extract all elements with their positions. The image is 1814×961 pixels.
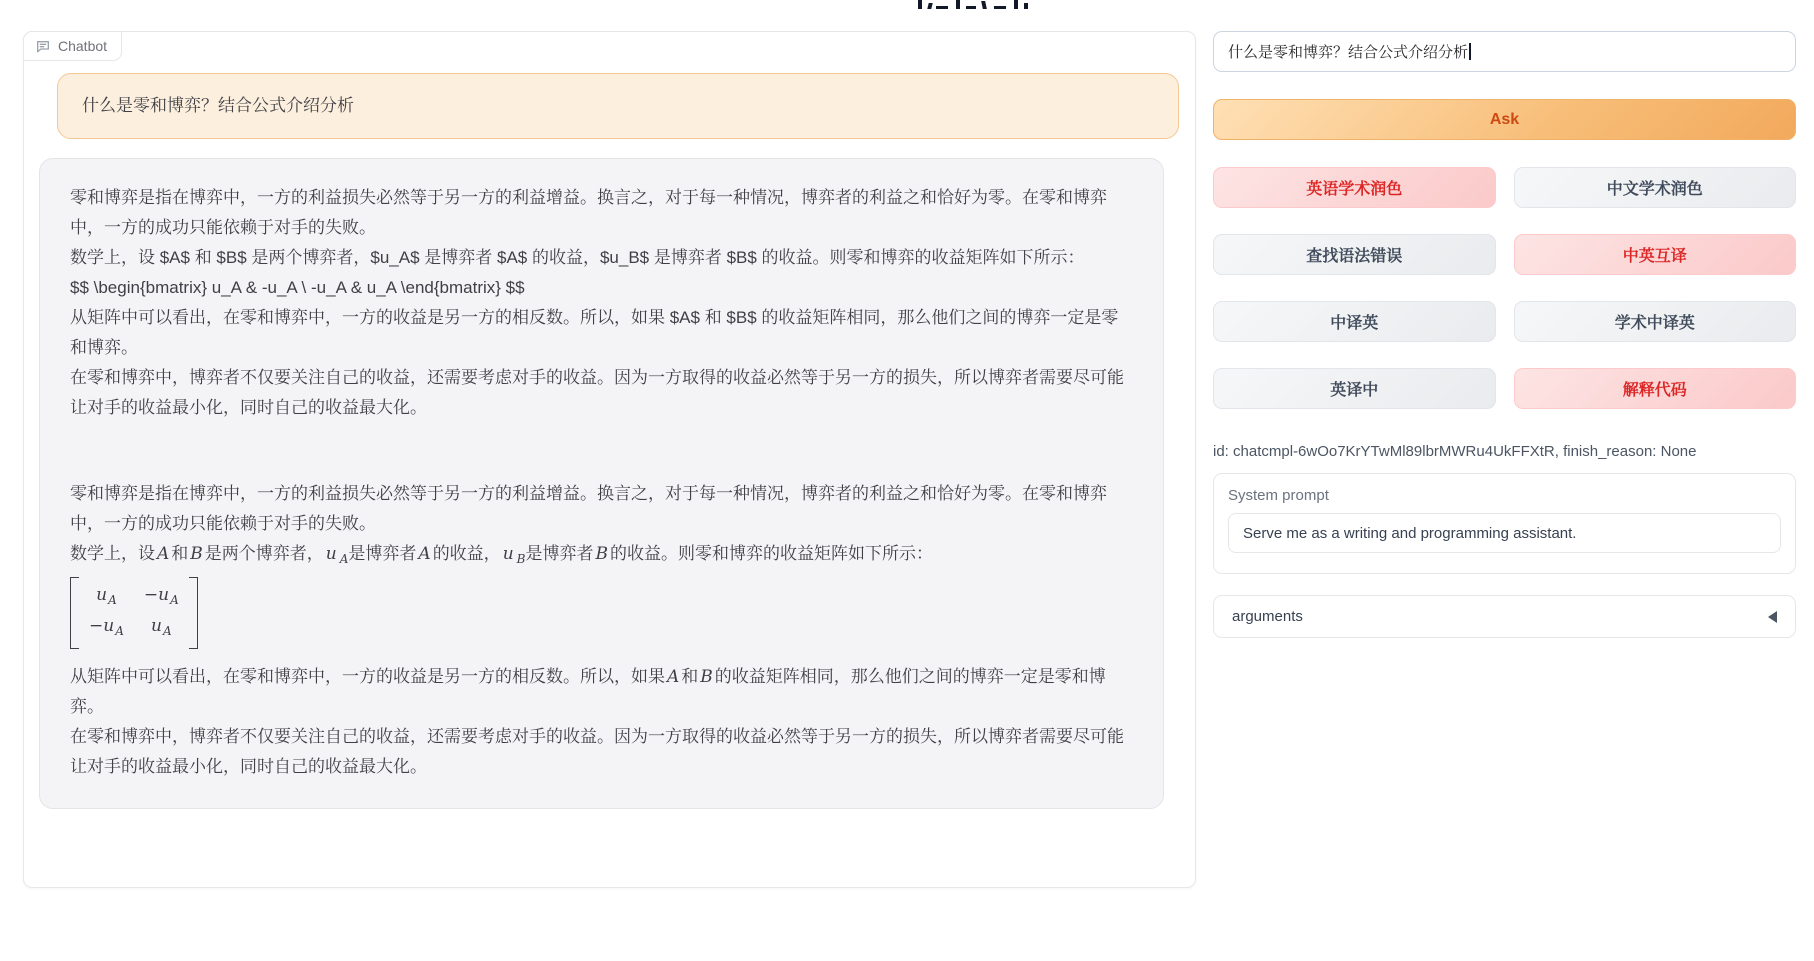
bot-raw-paragraph: 数学上，设 $A$ 和 $B$ 是两个博弈者，$u_A$ 是博弈者 $A$ 的收益，$u_B$ 是博弈者 $B$ 的收益。则零和博弈的收益矩阵如下所示： (70, 248, 1085, 267)
button-find-grammar-errors[interactable]: 查找语法错误 (1213, 234, 1496, 275)
matrix-cell: $-u_A$ (89, 616, 124, 638)
bot-rendered-paragraph: 零和博弈是指在博弈中，一方的利益损失必然等于另一方的利益增益。换言之，对于每一种情况，博弈者的利益之和恰好为零。在零和博弈中，一方的成功只能依赖于对手的失败。 (70, 484, 1107, 533)
math-subscript: A (339, 552, 349, 566)
user-message-bubble (57, 73, 1179, 139)
bot-rendered-paragraph: 在零和博弈中，博弈者不仅要关注自己的收益，还需要考虑对手的收益。因为一方取得的收益必然等于另一方的损失，所以博弈者需要尽可能让对手的收益最小化，同时自己的收益最大化。 (70, 727, 1124, 776)
math-var: B (700, 667, 713, 687)
chatbot-panel-label-text: Chatbot (58, 38, 108, 54)
question-input[interactable] (1213, 31, 1796, 72)
bot-raw-paragraph: 零和博弈是指在博弈中，一方的利益损失必然等于另一方的利益增益。换言之，对于每一种情况，博弈者的利益之和恰好为零。在零和博弈中，一方的成功只能依赖于对手的失败。 (70, 188, 1107, 237)
math-var: A (667, 667, 680, 687)
function-button-grid (1213, 167, 1796, 409)
button-explain-code[interactable]: 解释代码 (1514, 368, 1797, 409)
arguments-accordion-label: arguments (1232, 608, 1303, 625)
math-var: B (190, 544, 203, 564)
button-academic-zh-to-en[interactable]: 学术中译英 (1514, 301, 1797, 342)
system-prompt-label: System prompt (1228, 487, 1329, 504)
text-caret (1469, 43, 1471, 60)
math-var: B (595, 544, 608, 564)
bot-raw-paragraph: 从矩阵中可以看出，在零和博弈中，一方的收益是另一方的相反数。所以，如果 $A$ 和 $B$ 的收益矩阵相同，那么他们之间的博弈一定是零和博弈。 (70, 308, 1119, 357)
response-status-line: id: chatcmpl-6wOo7KrYTwMl89lbrMWRu4UkFFXtR, finish_reason: None (1213, 443, 1697, 460)
matrix-left-bracket (70, 577, 79, 649)
collapse-left-triangle-icon (1768, 611, 1777, 623)
button-zh-to-en[interactable]: 中译英 (1213, 301, 1496, 342)
bot-message-bubble (39, 158, 1164, 809)
user-message-text: 什么是零和博弈？结合公式介绍分析 (82, 96, 354, 115)
bot-rendered-paragraph: 数学上，设 A 和 B 是两个博弈者， u $_A$是博弈者 A 的收益， u $_B$是博弈者 B 的收益。则零和博弈的收益矩阵如下所示： (70, 544, 933, 566)
matrix-cell: $u_A$ (96, 585, 117, 607)
chatbot-panel-label (23, 31, 122, 61)
chat-bubble-icon (35, 38, 51, 54)
button-chinese-academic-polish[interactable]: 中文学术润色 (1514, 167, 1797, 208)
system-prompt-value: Serve me as a writing and programming assistant. (1243, 524, 1577, 542)
matrix-right-bracket (189, 577, 198, 649)
controls-panel (1213, 31, 1796, 638)
arguments-accordion-header[interactable] (1213, 595, 1796, 638)
payoff-matrix (70, 577, 1133, 659)
chatbot-panel (23, 31, 1196, 888)
button-english-academic-polish[interactable]: 英语学术润色 (1213, 167, 1496, 208)
cropped-heading-fragment (918, 0, 1038, 9)
system-prompt-group (1213, 473, 1796, 574)
math-var: A (157, 544, 170, 564)
ask-button[interactable]: Ask (1213, 99, 1796, 140)
math-var: u (325, 544, 337, 564)
system-prompt-input[interactable] (1228, 513, 1781, 553)
math-var: A (418, 544, 431, 564)
matrix-cell: $u_A$ (151, 616, 172, 638)
button-en-to-zh[interactable]: 英译中 (1213, 368, 1496, 409)
bot-rendered-paragraph: 从矩阵中可以看出，在零和博弈中，一方的收益是另一方的相反数。所以，如果 A 和 B 的收益矩阵相同，那么他们之间的博弈一定是零和博弈。 (70, 667, 1106, 716)
math-subscript: B (516, 552, 526, 566)
bot-message-rendered-block (70, 479, 1133, 782)
bot-raw-paragraph: 在零和博弈中，博弈者不仅要关注自己的收益，还需要考虑对手的收益。因为一方取得的收益必然等于另一方的损失，所以博弈者需要尽可能让对手的收益最小化，同时自己的收益最大化。 (70, 368, 1124, 417)
math-var: u (502, 544, 514, 564)
bot-raw-latex-line: $$ \begin{bmatrix} u_A & -u_A \ -u_A & u_A \end{bmatrix} $$ (70, 278, 525, 297)
bot-message-raw-block (70, 183, 1133, 423)
question-input-value: 什么是零和博弈？结合公式介绍分析 (1228, 44, 1469, 61)
matrix-cell: $-u_A$ (143, 585, 179, 607)
button-zh-en-mutual-translate[interactable]: 中英互译 (1514, 234, 1797, 275)
